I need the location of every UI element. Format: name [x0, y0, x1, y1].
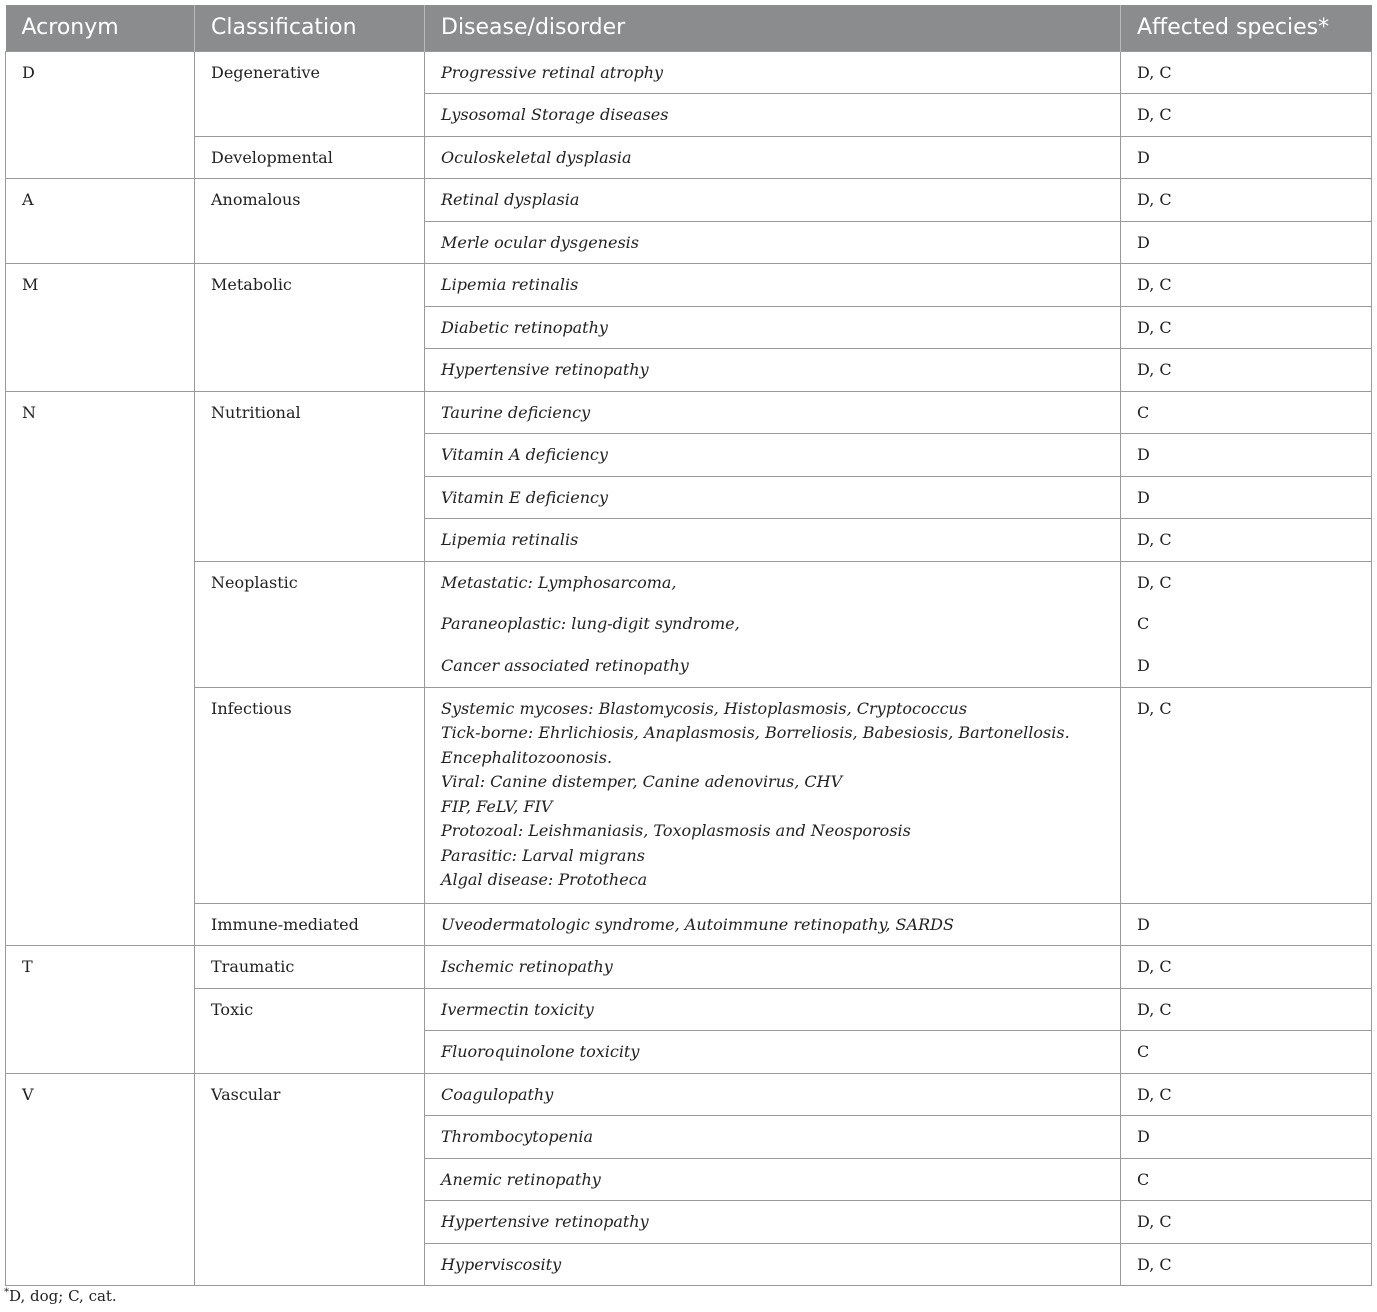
species-cell: D, C [1121, 946, 1372, 989]
table-row [6, 561, 1372, 603]
disease-line: Viral: Canine distemper, Canine adenovirus, CHV [441, 772, 843, 791]
species-cell: C [1121, 1031, 1372, 1074]
table-row [6, 51, 1372, 94]
classification-cell: Toxic [195, 988, 425, 1073]
disease-cell: Merle ocular dysgenesis [425, 221, 1121, 264]
disease-cell: Metastatic: Lymphosarcoma, [425, 561, 1121, 603]
disease-cell: Vitamin E deficiency [425, 476, 1121, 519]
species-cell: D [1121, 434, 1372, 477]
disease-cell: Ischemic retinopathy [425, 946, 1121, 989]
disease-line: Parasitic: Larval migrans [441, 845, 645, 865]
footnote-marker: * [4, 1287, 9, 1298]
classification-table [5, 5, 1372, 1286]
species-cell: C [1121, 603, 1372, 645]
classification-cell: Traumatic [195, 946, 425, 989]
species-cell: D, C [1121, 179, 1372, 222]
species-cell: D, C [1121, 264, 1372, 307]
species-cell: D, C [1121, 1201, 1372, 1244]
table-row [6, 946, 1372, 989]
table-row [6, 1073, 1372, 1116]
disease-line: FIP, FeLV, FIV [441, 796, 553, 816]
table-body [6, 51, 1372, 1286]
disease-line: Algal disease: Prototheca [441, 870, 648, 889]
header-species: Affected species* [1121, 5, 1372, 51]
disease-cell: Progressive retinal atrophy [425, 51, 1121, 94]
table-header [6, 5, 1372, 51]
table-row [6, 264, 1372, 307]
table-row [6, 988, 1372, 1031]
disease-cell: Hypertensive retinopathy [425, 349, 1121, 392]
species-cell: D, C [1121, 519, 1372, 562]
footnote-text: D, dog; C, cat. [9, 1287, 117, 1305]
disease-cell: Diabetic retinopathy [425, 306, 1121, 349]
classification-cell: Nutritional [195, 391, 425, 561]
species-cell: D, C [1121, 94, 1372, 137]
classification-cell: Degenerative [195, 51, 425, 136]
table-row [6, 687, 1372, 903]
species-cell: D [1121, 645, 1372, 687]
species-cell: D, C [1121, 1073, 1372, 1116]
disease-cell [425, 687, 1121, 903]
acronym-cell: V [6, 1073, 195, 1286]
header-classification: Classification [195, 5, 425, 51]
acronym-cell: M [6, 264, 195, 392]
classification-cell: Metabolic [195, 264, 425, 392]
disease-cell: Taurine deficiency [425, 391, 1121, 434]
species-cell: C [1121, 1158, 1372, 1201]
table-row [6, 391, 1372, 434]
disease-line: Encephalitozoonosis. [441, 747, 613, 767]
species-cell: D, C [1121, 687, 1372, 903]
species-cell: D, C [1121, 561, 1372, 603]
acronym-cell: N [6, 391, 195, 946]
classification-cell: Developmental [195, 136, 425, 179]
acronym-cell: A [6, 179, 195, 264]
table-row [6, 179, 1372, 222]
species-cell: D, C [1121, 306, 1372, 349]
species-cell: D [1121, 136, 1372, 179]
species-cell: D [1121, 476, 1372, 519]
species-cell: D [1121, 903, 1372, 946]
table-row [6, 903, 1372, 946]
disease-cell: Hyperviscosity [425, 1243, 1121, 1286]
disease-cell: Vitamin A deficiency [425, 434, 1121, 477]
disease-cell: Fluoroquinolone toxicity [425, 1031, 1121, 1074]
disease-cell: Lysosomal Storage diseases [425, 94, 1121, 137]
species-cell: D, C [1121, 1243, 1372, 1286]
disease-line: Protozoal: Leishmaniasis, Toxoplasmosis and Neosporosis [441, 821, 911, 840]
disease-cell: Ivermectin toxicity [425, 988, 1121, 1031]
disease-cell: Cancer associated retinopathy [425, 645, 1121, 687]
species-cell: D, C [1121, 51, 1372, 94]
disease-line: Tick-borne: Ehrlichiosis, Anaplasmosis, Borreliosis, Babesiosis, Bartonellosis. [441, 723, 1070, 742]
classification-cell: Immune-mediated [195, 903, 425, 946]
classification-cell: Neoplastic [195, 561, 425, 687]
species-cell: D [1121, 1116, 1372, 1159]
species-cell: D [1121, 221, 1372, 264]
species-cell: D, C [1121, 988, 1372, 1031]
disease-cell: Lipemia retinalis [425, 264, 1121, 307]
table-footnote [4, 1287, 117, 1305]
disease-cell: Uveodermatologic syndrome, Autoimmune retinopathy, SARDS [425, 903, 1121, 946]
disease-cell: Paraneoplastic: lung-digit syndrome, [425, 603, 1121, 645]
disease-cell: Retinal dysplasia [425, 179, 1121, 222]
classification-cell: Infectious [195, 687, 425, 903]
disease-cell: Thrombocytopenia [425, 1116, 1121, 1159]
classification-cell: Vascular [195, 1073, 425, 1286]
species-cell: C [1121, 391, 1372, 434]
disease-cell: Oculoskeletal dysplasia [425, 136, 1121, 179]
classification-cell: Anomalous [195, 179, 425, 264]
disease-line: Systemic mycoses: Blastomycosis, Histoplasmosis, Cryptococcus [441, 698, 968, 718]
species-cell: D, C [1121, 349, 1372, 392]
acronym-cell: T [6, 946, 195, 1074]
disease-cell: Lipemia retinalis [425, 519, 1121, 562]
table-row [6, 136, 1372, 179]
disease-cell: Anemic retinopathy [425, 1158, 1121, 1201]
header-acronym: Acronym [6, 5, 195, 51]
disease-cell: Coagulopathy [425, 1073, 1121, 1116]
disease-cell: Hypertensive retinopathy [425, 1201, 1121, 1244]
header-disease: Disease/disorder [425, 5, 1121, 51]
acronym-cell: D [6, 51, 195, 179]
header-row [6, 5, 1372, 51]
